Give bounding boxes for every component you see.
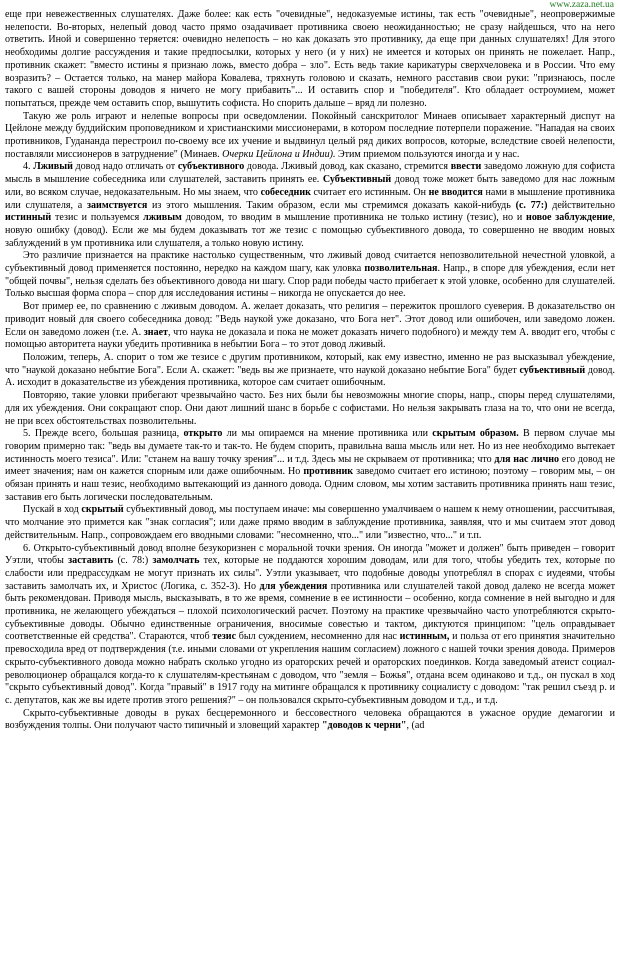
- text-run: его довод не имеет значения; нам он кажется спорным или даже ошибочным. Но: [5, 453, 615, 478]
- text-run: ли мы опираемся на мнение противника или: [222, 428, 433, 440]
- bold-term: позволительная: [364, 263, 438, 275]
- paragraph: [5, 250, 615, 301]
- italic-citation: Очерки Цейлона и Индии).: [222, 148, 336, 160]
- text-run: тех, которые не поддаются хорошим доводам, или для того, чтобы убедить тех, которые по слабости или предрассудкам не могут признать их силы". Уэтли указывает, что подобные доводы употреблял в спорах с иудеями, чтобы заставить замолчать их, и Христос (Логика, с. 352-3). Но: [5, 555, 615, 592]
- bold-term: замолчать: [152, 555, 200, 567]
- text-run: нами в мышление противника или слушателя, а: [5, 186, 616, 211]
- text-run: еще при невежественных слушателях. Даже более: как есть "очевидные", недоказуемые истины, так есть "очевидные", неопровержимые нелепости. Во-вторых, нелепый довод часто прямо озадачивает противника своею неожиданностью; не сразу найдешься, что на него ответить. Иной и совершенно теряется: очевидно нелепость – но как доказать это противнику, да еще при данных слушателях! Для этого необходимы долгие рассуждения и такие предпосылки, которых у него (и у них) не имеется и которых он принять не пожелает. Напр., противник скажет: "вместо истины я признаю ложь, вместо добра – зло". Есть ведь такие карикатуры сверхчеловека и в России. Что ему возразить? – Остается только, на манер майора Ковалева, тряхнуть головою и сказать, немного расставив свои руки: "признаюсь, после такого с вашей стороны доводов я ничего не могу прибавить"... И оставить спор и "победителя". Кто обладает остроумием, может попытаться, прежде чем оставить спор, вышутить софиста. Но спорить дальше – вряд ли полезно.: [5, 9, 615, 109]
- text-run: Это различие признается на практике настолько существенным, что лживый довод считается непозволительной нечестной уловкой, а субъективный довод применяется постоянно, нередко на каждом шагу, как уловка: [5, 250, 615, 275]
- paragraph: [5, 352, 615, 390]
- text-body: [5, 0, 615, 733]
- bold-term: заимствуется: [86, 199, 148, 211]
- text-run: субъективный довод, мы поступаем иначе: мы совершенно умалчиваем о нашем к нему отношении, рассчитывая, что молчание это примется как "знак согласия"; или даже прямо вводим в заблуждение противника, заявляя, что и мы считаем этот довод действительным. Напр., сопровождаем его вводными словами: "несомненно, что..." или "известно, что..." и т.п.: [5, 504, 615, 541]
- bold-term: тезис: [212, 631, 237, 643]
- text-run: 5. Прежде всего, большая разница,: [23, 428, 184, 440]
- bold-term: открыто: [183, 428, 223, 440]
- paragraph: [5, 111, 615, 162]
- text-run: довода. Лживый довод, как сказано, стремится: [244, 161, 451, 173]
- text-run: довод. А. исходит в доказательстве из убеждения противника, которое сам считает ошибочным.: [5, 364, 615, 389]
- text-run: Положим, теперь, А. спорит о том же тезисе с другим противником, который, как ему известно, именно не раз высказывал убеждение, что "наукой доказано небытие Бога". Если А. скажет: "ведь вы же признаете, что наукой доказано небытие Бога" будет: [5, 351, 615, 376]
- text-run: Повторяю, такие уловки прибегают чрезвычайно часто. Без них были бы невозможны многие споры, напр., споры перед слушателями, для их убеждения. Они сокращают спор. Они дают лишний шанс в борьбе с софистами. Но нельзя закрывать глаза на то, что они не всегда, не при всех обстоятельствах позволительны.: [5, 390, 615, 427]
- text-run: В первом случае мы говорим примерно так: "ведь вы думаете так-то и так-то. Не будем спорить, правильна ваша мысль или нет. Но из нее необходимо вытекает истинность моего тезиса". Или: "станем на вашу точку зрения"... и т.д. Здесь мы не скрываем от противника; что: [5, 428, 615, 465]
- bold-term: собеседник: [260, 186, 311, 198]
- bold-term: скрытым образом.: [432, 428, 519, 440]
- text-run: тезис и пользуемся: [51, 212, 144, 224]
- text-run: , (ad: [406, 720, 425, 732]
- bold-term: для нас лично: [494, 453, 560, 465]
- text-run: был суждением, несомненно для нас: [236, 631, 400, 643]
- text-run: Такую же роль играют и нелепые вопросы при осведомлении. Покойный санскритолог Минаев описывает характерный диспут на Цейлоне между буддийским проповедником и христианскими миссионерами, в котором последние потерпели поражение. "Нападая на своих противников, Гудананда перестроил по-своему все их учение и выдвинул целый ряд диких вопросов, которые, вследствие своей нелепости, поставляли миссионеров в затруднение" (Минаев.: [5, 110, 615, 160]
- text-run: 6. Открыто-субъективный довод вполне безукоризнен с моральной точки зрения. Он иногда "может и должен" быть приведен – говорит Уэтли, чтобы: [5, 542, 615, 567]
- bold-term: Субъективный: [322, 174, 392, 186]
- bold-term: заставить: [68, 555, 114, 567]
- text-run: 4.: [23, 161, 34, 173]
- bold-term: новое заблуждение: [526, 212, 613, 224]
- text-run: (с. 78:): [113, 555, 153, 567]
- bold-term: знает: [143, 326, 168, 338]
- text-run: из этого мышления. Таким образом, если мы стремимся доказать какой-нибудь: [147, 199, 516, 211]
- text-run: действительно: [547, 199, 615, 211]
- text-run: , что наука не доказала и пока не может доказать ничего подобного) и между тем А. вводит его, чтобы с помощью авторитета науки убедить противника в небытии Бога – то этот довод лживый.: [5, 326, 615, 351]
- paragraph: [5, 428, 615, 504]
- text-run: и польза от его принятия значительно превосходила вред от подтверждения (т.е. иными словами от укрепления нашим согласием) ложного с нашей точки зрения довода. Примеров скрыто-субъективного довода можно набрать сколько угодно из ораторских речей и ораторских поединков. Когда заведомый атеист социал-революционер обращался когда-то к слушателям-крестьянам с доводом, что "земля – Божья", отдана всем одинаково и т.д., он пускал в ход "скрыто субъективный довод". Когда "правый" в 1917 году на митинге обращался к противнику социалисту с доводом: "так решил съезд р. и с. депутатов, как же вы идете против этого решения?" – он пользовался скрыто-субъективным доводом и т.д., и т.д.: [5, 631, 615, 706]
- text-run: Этим приемом пользуются иногда и у нас.: [335, 148, 520, 160]
- text-run: , новую ошибку (довод). Если же мы будем доказывать тот же тезис с помощью субъективного довода, то совершенно не вводим новых заблуждений в ум противника или слушателя, а только новую истину.: [5, 212, 615, 249]
- paragraph: [5, 161, 615, 250]
- bold-term: скрытый: [81, 504, 124, 516]
- bold-term: не вводится: [428, 186, 483, 198]
- paragraph: [5, 504, 615, 542]
- text-run: доводом, то вводим в мышление противника не только истину (тезис), но и: [181, 212, 527, 224]
- text-run: противника или слушателей такой довод далеко не всегда может быть рекомендован. Приводя мысль, высказывать, в то же время, сомнение в ее истинности – особенно, когда сомнение в ней выгодно и для противника, не желающего убеждаться – плохой психологический расчет. Поэтому на практике чрезвычайно часто употребляются скрыто-субъективные доводы. Обычно единственные ограничения, вносимые совестью и тактом, диктуются принципом: "цель оправдывает соответственные ей средства". Стараются, чтоб: [5, 580, 616, 643]
- bold-term: "доводов к черни": [321, 720, 407, 732]
- bold-term: субъективный: [519, 364, 586, 376]
- text-run: заведомо ложную для софиста мысль в мышление собеседника или слушателей, заставить принять ее.: [5, 161, 615, 186]
- text-run: Скрыто-субъективные доводы в руках бесцеремонного и бессовестного человека обращаются в ужасное орудие демагогии и возбуждения толпы. Они получают часто типичный и зловещий характер: [5, 707, 615, 732]
- text-run: заведомо считает его истиною; поэтому – говорим мы, – он обязан принять и наш тезис, необходимо вытекающий из данного довода. Одним словом, мы хотим заставить противника принять наш тезис, заставив его быть логически последовательным.: [5, 466, 615, 503]
- paragraph: [5, 390, 615, 428]
- bold-term: Лживый: [33, 161, 73, 173]
- paragraph: [5, 708, 615, 733]
- site-url[interactable]: www.zaza.net.ua: [549, 0, 614, 10]
- bold-term: истинный: [5, 212, 52, 224]
- text-run: Пускай в ход: [23, 504, 82, 516]
- text-run: . Напр., в споре для убеждения, если нет "общей почвы", нельзя сделать без объективного довода ни шагу. Спор ради победы часто прибегает к этой уловке, особенно для слушателей. Только высшая форма спора – спор для исследования истины – никогда не опускается до нее.: [5, 263, 616, 300]
- paragraph: [5, 9, 615, 111]
- text-run: довод надо отличать от: [72, 161, 178, 173]
- bold-term: субъективного: [177, 161, 245, 173]
- bold-term: для убеждения: [259, 580, 328, 592]
- text-run: довод тоже может быть заведомо для нас ложным или, во всяком случае, недоказательным. Но мы знаем, что: [5, 174, 615, 198]
- bold-term: противник: [303, 466, 354, 478]
- text-run: Вот пример ее, по сравнению с лживым доводом. А. желает доказать, что религия – пережиток прошлого суеверия. В доказательство он приводит новый для своего собеседника довод: "Ведь наукой уже доказано, что Бога нет". Этот довод или ошибочен, или заведомо ложен. Если он заведомо ложен (т.е. А.: [5, 301, 615, 338]
- paragraph: [5, 543, 615, 708]
- bold-term: (с. 77:): [515, 199, 548, 211]
- paragraph: [5, 301, 615, 352]
- text-run: считает его истинным. Он: [310, 186, 429, 198]
- bold-term: истинным,: [399, 631, 450, 643]
- bold-term: ввести: [450, 161, 482, 173]
- bold-term: лживым: [143, 212, 182, 224]
